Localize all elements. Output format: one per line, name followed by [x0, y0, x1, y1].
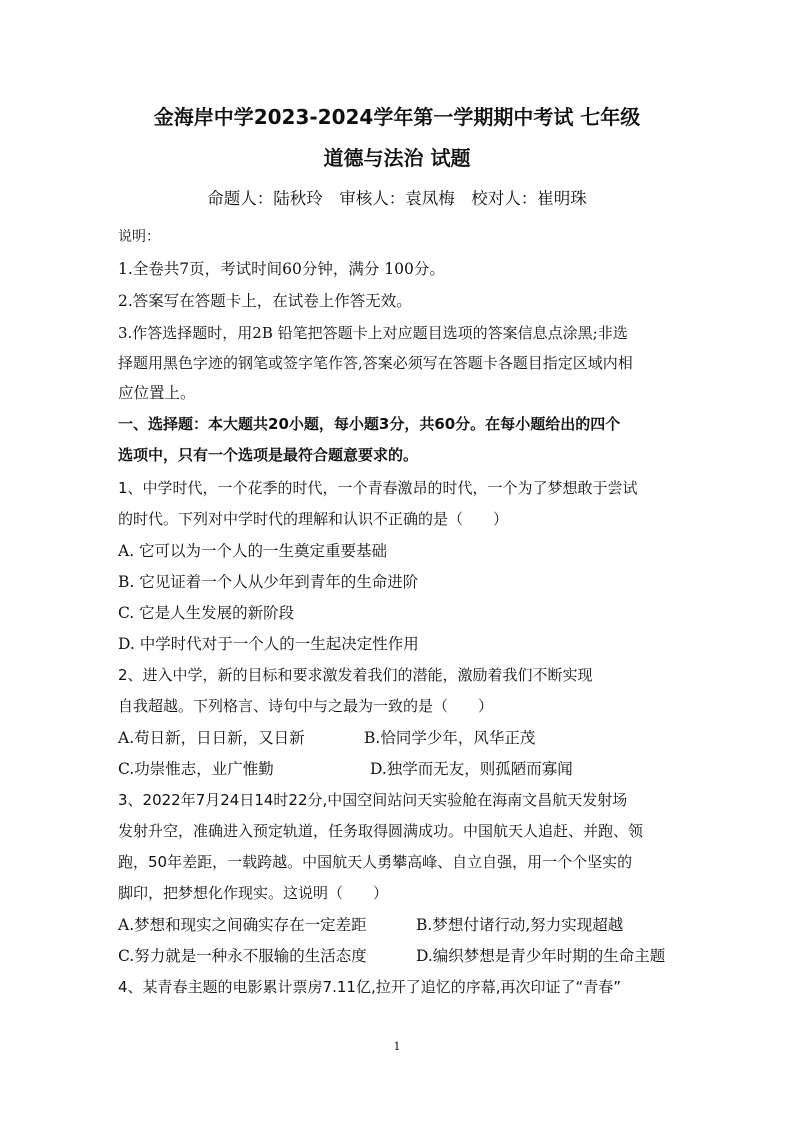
instructions-heading: 说明：: [118, 229, 160, 245]
question-2-stem: 2、进入中学，新的目标和要求激发着我们的潜能，激励着我们不断实现: [118, 666, 593, 684]
question-3-option-a: A.梦想和现实之间确实存在一定差距: [118, 916, 367, 934]
page-number: 1: [393, 1040, 401, 1053]
exam-staff: 命题人：陆秋玲 审核人：袁凤梅 校对人：崔明珠: [207, 189, 587, 208]
question-3-option-b: B.梦想付诸行动,努力实现超越: [416, 916, 624, 934]
exam-title: 金海岸中学2023-2024学年第一学期期中考试 七年级: [153, 105, 641, 129]
instruction-item: 应位置上。: [118, 384, 196, 402]
instruction-item: 择题用黑色字迹的钢笔或签字笔作答,答案必须写在答题卡各题目指定区域内相: [118, 354, 633, 372]
question-1-option-a: A. 它可以为一个人的一生奠定重要基础: [118, 542, 388, 560]
section-heading: 选项中，只有一个选项是最符合题意要求的。: [118, 446, 419, 464]
question-2-option-b: B.恰同学少年，风华正茂: [364, 729, 536, 747]
question-1-option-d: D. 中学时代对于一个人的一生起决定性作用: [118, 635, 419, 653]
exam-subject: 道德与法治 试题: [323, 146, 471, 170]
question-2-option-d: D.独学而无友，则孤陋而寡闻: [370, 760, 573, 778]
question-1-option-b: B. 它见证着一个人从少年到青年的生命进阶: [118, 573, 419, 591]
question-1-option-c: C. 它是人生发展的新阶段: [118, 604, 295, 622]
question-1-stem: 1、中学时代，一个花季的时代，一个青春激昂的时代，一个为了梦想敢于尝试: [118, 479, 638, 497]
question-2-stem: 自我超越。下列格言、诗句中与之最为一致的是（ ）: [118, 697, 494, 715]
instruction-item: 3.作答选择题时，用2B 铅笔把答题卡上对应题目选项的答案信息点涂黑;非选: [118, 324, 628, 342]
question-3-option-c: C.努力就是一种永不服输的生活态度: [118, 947, 367, 965]
question-1-stem: 的时代。下列对中学时代的理解和认识不正确的是（ ）: [118, 510, 509, 528]
instruction-item: 1.全卷共7页，考试时间60分钟，满分 100分。: [118, 260, 445, 278]
question-4-stem: 4、某青春主题的电影累计票房7.11亿,拉开了追忆的序幕,再次印证了“青春”: [118, 978, 622, 996]
question-2-option-a: A.苟日新，日日新，又日新: [118, 729, 305, 747]
question-3-stem: 3、2022年7月24日14时22分,中国空间站问天实验舱在海南文昌航天发射场: [118, 791, 628, 809]
question-3-stem: 跑，50年差距，一载跨越。中国航天人勇攀高峰、自立自强，用一个个坚实的: [118, 853, 633, 871]
question-3-stem: 发射升空，准确进入预定轨道，任务取得圆满成功。中国航天人追赶、并跑、领: [118, 822, 644, 840]
question-2-option-c: C.功崇惟志，业广惟勤: [118, 760, 274, 778]
question-3-option-d: D.编织梦想是青少年时期的生命主题: [416, 947, 666, 965]
instruction-item: 2.答案写在答题卡上，在试卷上作答无效。: [118, 292, 412, 310]
question-3-stem: 脚印，把梦想化作现实。这说明（ ）: [118, 884, 389, 902]
section-heading: 一、选择题：本大题共20小题，每小题3分，共60分。在每小题给出的四个: [118, 415, 621, 433]
